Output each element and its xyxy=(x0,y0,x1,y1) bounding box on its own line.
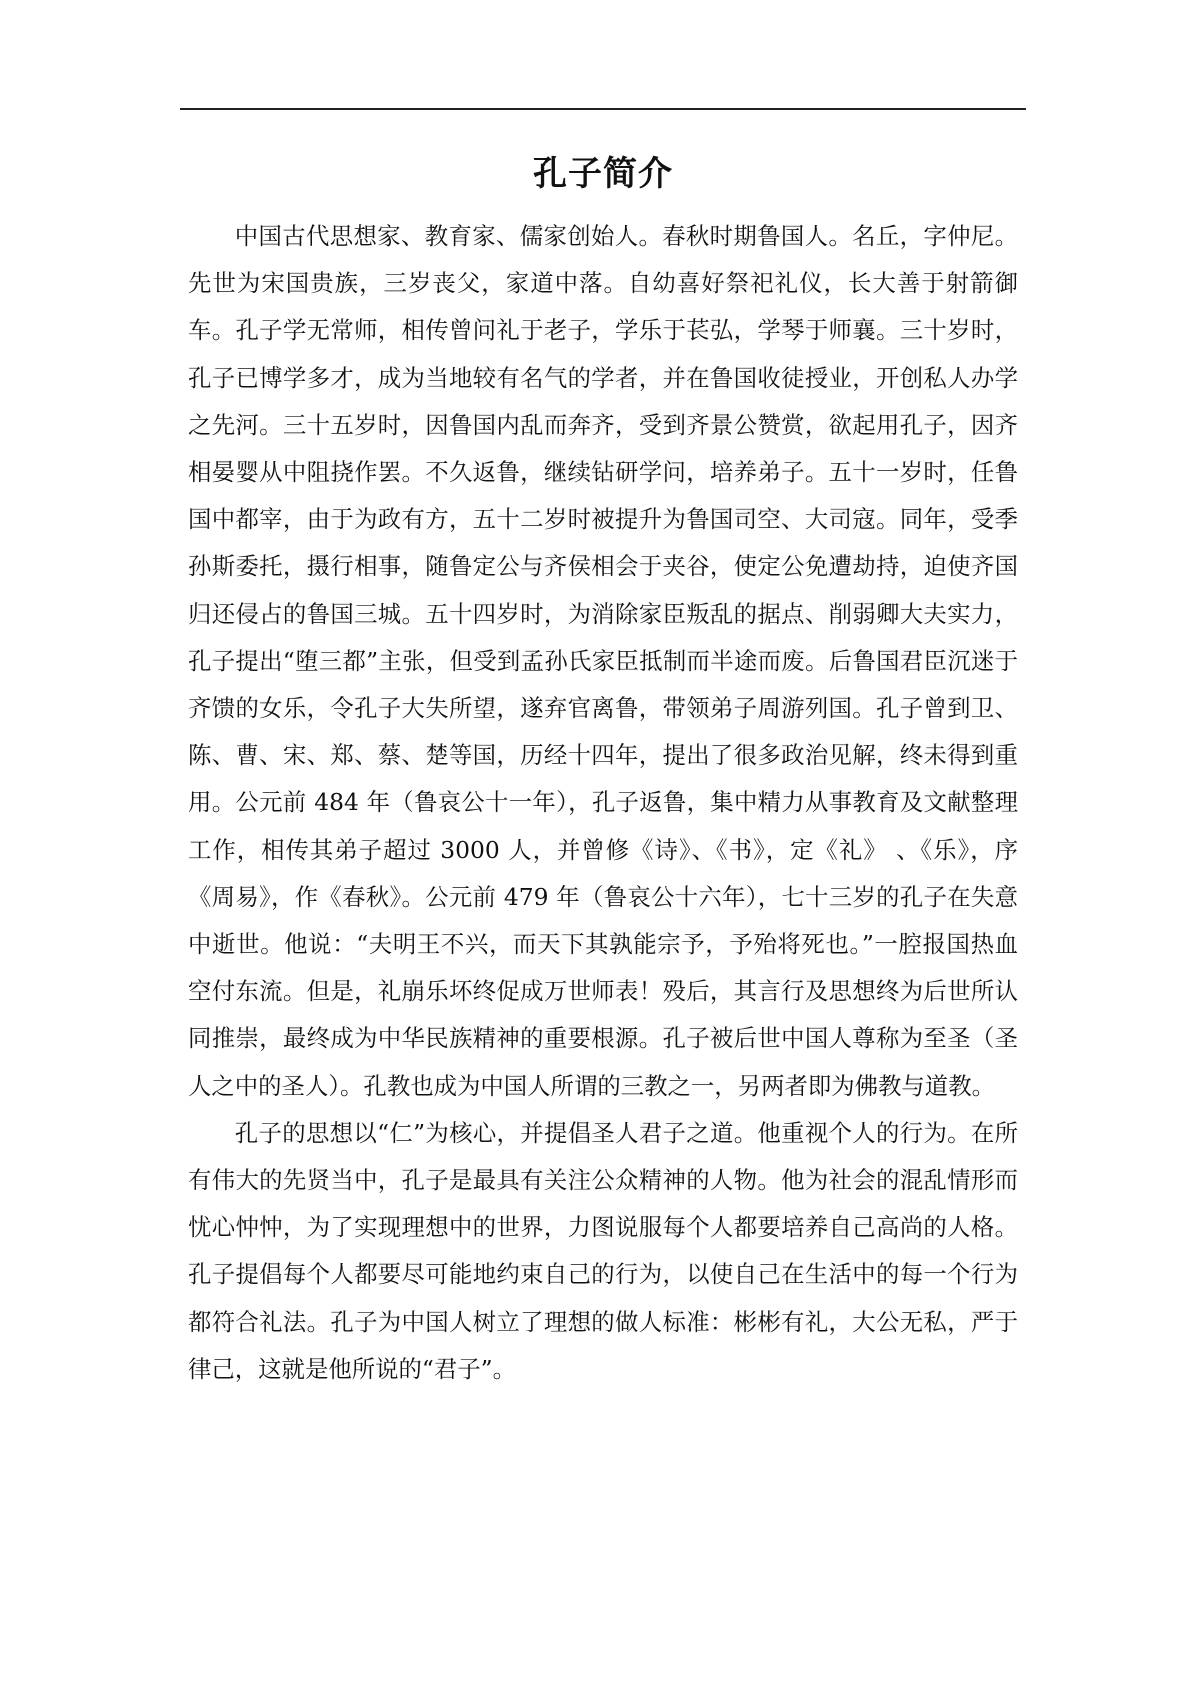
paragraph-biography: 中国古代思想家、教育家、儒家创始人。春秋时期鲁国人。名丘，字仲尼。先世为宋国贵族，三岁丧父，家道中落。自幼喜好祭祀礼仪，长大善于射箭御车。孔子学无常师，相传曾问礼于老子，学乐于苌弘，学琴于师襄。三十岁时，孔子已博学多才，成为当地较有名气的学者，并在鲁国收徒授业，开创私人办学之先河。三十五岁时，因鲁国内乱而奔齐，受到齐景公赞赏，欲起用孔子，因齐相晏婴从中阻挠作罢。不久返鲁，继续钻研学问，培养弟子。五十一岁时，任鲁国中都宰，由于为政有方，五十二岁时被提升为鲁国司空、大司寇。同年，受季孙斯委托，摄行相事，随鲁定公与齐侯相会于夹谷，使定公免遭劫持，迫使齐国归还侵占的鲁国三城。五十四岁时，为消除家臣叛乱的据点、削弱卿大夫实力，孔子提出“堕三都”主张，但受到孟孙氏家臣抵制而半途而废。后鲁国君臣沉迷于齐馈的女乐，令孔子大失所望，遂弃官离鲁，带领弟子周游列国。孔子曾到卫、陈、曹、宋、郑、蔡、楚等国，历经十四年，提出了很多政治见解，终未得到重用。公元前 484 年（鲁哀公十一年），孔子返鲁，集中精力从事教育及文献整理工作，相传其弟子超过 3000 人，并曾修《诗》、《书》，定《礼》 、《乐》，序《周易》，作《春秋》。公元前 479 年（鲁哀公十六年），七十三岁的孔子在失意中逝世。他说：“夫明王不兴，而天下其孰能宗予，予殆将死也。”一腔报国热血空付东流。但是，礼崩乐坏终促成万世师表！殁后，其言行及思想终为后世所认同推崇，最终成为中华民族精神的重要根源。孔子被后世中国人尊称为至圣（圣人之中的圣人）。孔教也成为中国人所谓的三教之一，另两者即为佛教与道教。 xyxy=(188,222,1018,1100)
header-rule xyxy=(180,108,1026,110)
paragraph-thought: 孔子的思想以“仁”为核心，并提倡圣人君子之道。他重视个人的行为。在所有伟大的先贤当中，孔子是最具有关注公众精神的人物。他为社会的混乱情形而忧心忡忡，为了实现理想中的世界，力图说服每个人都要培养自己高尚的人格。孔子提倡每个人都要尽可能地约束自己的行为，以使自己在生活中的每一个行为都符合礼法。孔子为中国人树立了理想的做人标准：彬彬有礼，大公无私，严于律己，这就是他所说的“君子”。 xyxy=(188,1118,1018,1383)
document-body xyxy=(188,213,1018,1393)
document-title: 孔子简介 xyxy=(533,154,673,194)
